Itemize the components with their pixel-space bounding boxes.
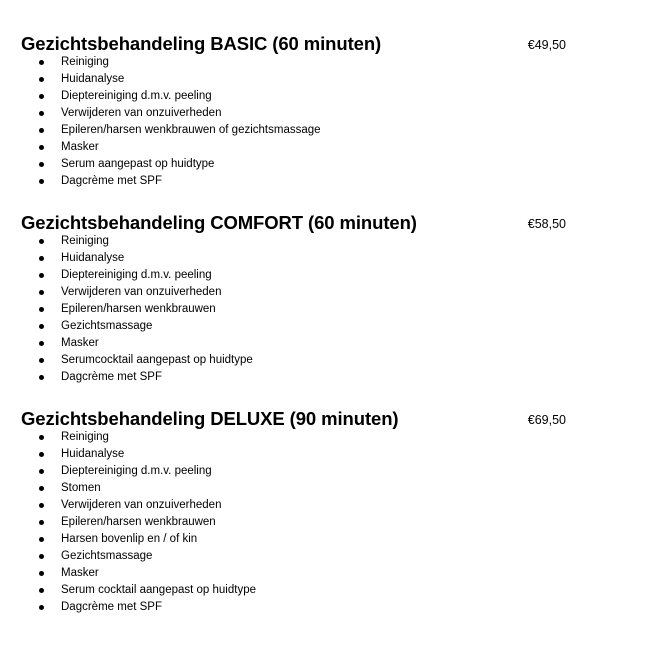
treatment-price: €69,50 bbox=[527, 413, 566, 427]
bullet-icon bbox=[39, 307, 44, 312]
bullet-icon bbox=[39, 571, 44, 576]
bullet-icon bbox=[39, 554, 44, 559]
treatment-price: €58,50 bbox=[527, 217, 566, 231]
bullet-icon bbox=[39, 179, 44, 184]
treatment-price: €49,50 bbox=[527, 38, 566, 52]
bullet-icon bbox=[39, 145, 44, 150]
bullet-icon bbox=[39, 435, 44, 440]
bullet-icon bbox=[39, 94, 44, 99]
bullet-icon bbox=[39, 239, 44, 244]
bullet-icon bbox=[39, 520, 44, 525]
bullet-icon bbox=[39, 341, 44, 346]
treatment-title: Gezichtsbehandeling DELUXE (90 minuten) bbox=[21, 408, 399, 429]
bullet-icon bbox=[39, 162, 44, 167]
bullet-icon bbox=[39, 375, 44, 380]
bullet-icon bbox=[39, 605, 44, 610]
bullet-icon bbox=[39, 60, 44, 65]
bullet-icon bbox=[39, 290, 44, 295]
bullet-icon bbox=[39, 503, 44, 508]
bullet-icon bbox=[39, 128, 44, 133]
treatment-title: Gezichtsbehandeling COMFORT (60 minuten) bbox=[21, 212, 417, 233]
bullet-icon bbox=[39, 452, 44, 457]
bullet-icon bbox=[39, 324, 44, 329]
bullet-icon bbox=[39, 273, 44, 278]
treatment-title: Gezichtsbehandeling BASIC (60 minuten) bbox=[21, 33, 382, 54]
bullet-icon bbox=[39, 358, 44, 363]
bullet-icon bbox=[39, 537, 44, 542]
bullet-icon bbox=[39, 256, 44, 261]
bullet-icon bbox=[39, 588, 44, 593]
bullet-icon bbox=[39, 469, 44, 474]
bullet-icon bbox=[39, 111, 44, 116]
bullet-icon bbox=[39, 77, 44, 82]
bullet-icon bbox=[39, 486, 44, 491]
